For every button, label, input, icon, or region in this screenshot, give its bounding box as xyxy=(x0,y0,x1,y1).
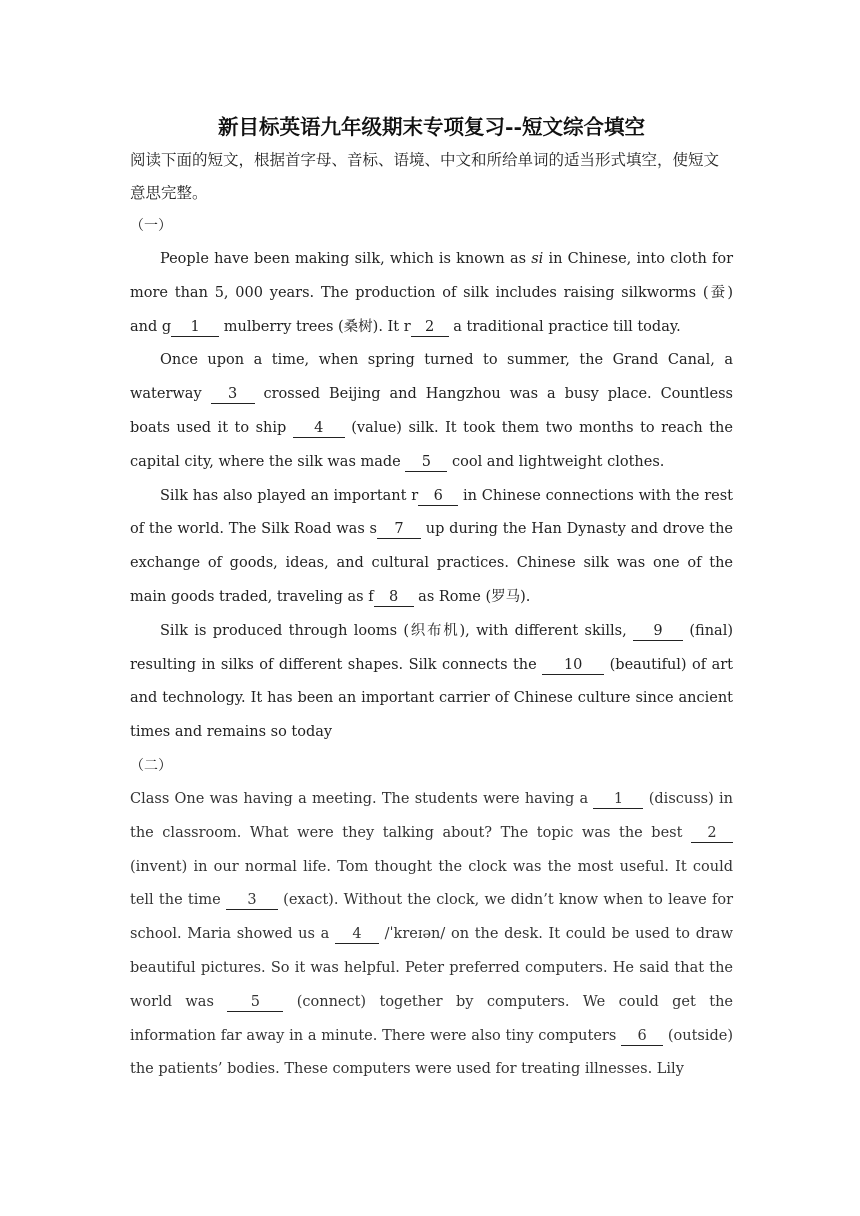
blank-2-5: 5 xyxy=(227,994,283,1012)
blank-2-4: 4 xyxy=(335,926,379,944)
blank-10: 10 xyxy=(542,657,604,675)
instructions: 阅读下面的短文，根据首字母、音标、语境、中文和所给单词的适当形式填空，使短文意思完整。 xyxy=(130,151,720,202)
passage2-paragraph-1: Class One was having a meeting. The students were having a 1 (discuss) in the classroom. What were they talking about? The topic was the best 2 (invent) in our normal life. Tom thought the clock was the most useful. It could tell the time 3 (exact). Without the clock, we didn’t know when to leave for school. Maria showed us a 4 /ˈkreɪən/ on the desk. It could be used to draw beautiful pictures. So it was helpful. Peter preferred computers. He said that the world was 5 (connect) together by computers. We could get the information far away in a minute. There were also tiny computers 6 (outside) the patients’ bodies. These computers were used for treating illnesses. Lily xyxy=(130,790,733,1078)
blank-1: 1 xyxy=(171,319,219,337)
passage1-paragraph-1: People have been making silk, which is known as si in Chinese, into cloth for more than 5, 000 years. The production of silk includes raising silkworms (蚕) and g 1 mulberry trees (桑树). It r 2 a traditional practice till today. xyxy=(130,251,734,335)
section-label-2: （二） xyxy=(130,757,172,774)
section-label-1: （一） xyxy=(130,218,172,234)
document-title: 新目标英语九年级期末专项复习--短文综合填空 xyxy=(217,115,645,139)
italic-term: si xyxy=(531,251,544,267)
passage1-paragraph-3: Silk has also played an important r 6 in Chinese connections with the rest of the world. The Silk Road was s 7 up during the Han Dynasty and drove the exchange of goods, ideas, and cultural practices. Chinese silk was one of the main goods traded, traveling as f 8 as Rome (罗马). xyxy=(130,487,733,605)
blank-6: 6 xyxy=(418,488,458,506)
blank-2-3: 3 xyxy=(226,892,278,910)
document-page xyxy=(130,110,733,1087)
passage1-paragraph-2: Once upon a time, when spring turned to summer, the Grand Canal, a waterway 3 crossed Beijing and Hangzhou was a busy place. Countless boats used it to ship 4 (value) silk. It took them two months to reach the capital city, where the silk was made 5 cool and lightweight clothes. xyxy=(130,352,733,470)
passage1-paragraph-4: Silk is produced through looms (织布机), with different skills, 9 (final) resulting in silks of different shapes. Silk connects the 10 (beautiful) of art and technology. It has been an important carrier of Chinese culture since ancient times and remains so today xyxy=(130,622,733,741)
blank-8: 8 xyxy=(374,589,414,607)
blank-4: 4 xyxy=(293,420,345,438)
blank-3: 3 xyxy=(211,386,255,404)
blank-9: 9 xyxy=(633,623,683,641)
blank-7: 7 xyxy=(377,521,421,539)
blank-2-6: 6 xyxy=(621,1028,663,1046)
blank-5: 5 xyxy=(405,454,447,472)
blank-2-2: 2 xyxy=(691,825,733,843)
blank-2: 2 xyxy=(411,319,449,337)
blank-2-1: 1 xyxy=(593,791,643,809)
